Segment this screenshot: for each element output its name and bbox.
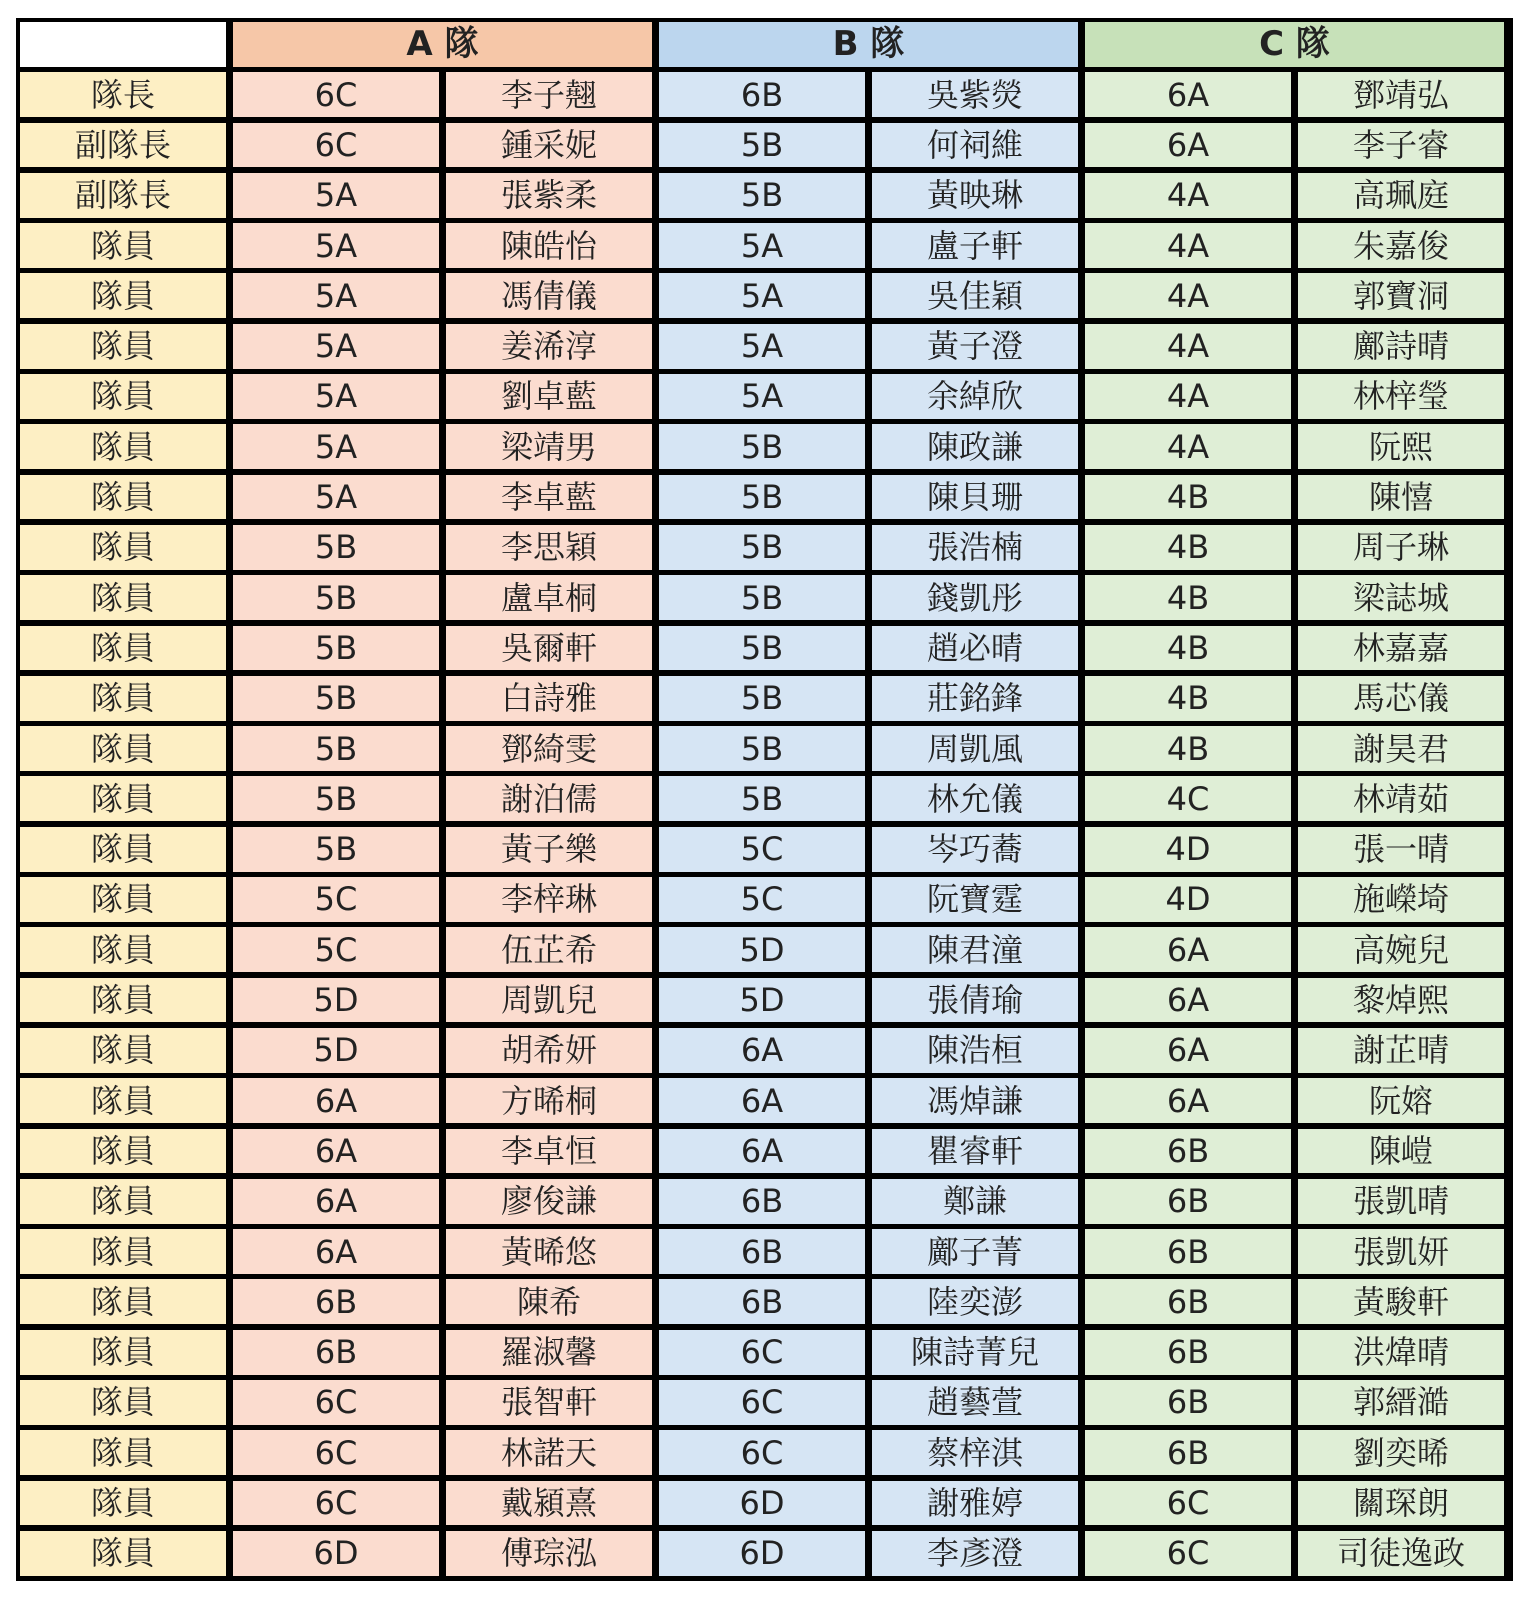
team-a-name-cell: 馮倩儀 (446, 273, 652, 318)
role-cell: 隊員 (20, 1229, 226, 1274)
team-c-class-cell: 4A (1085, 324, 1291, 369)
team-a-class-cell: 5A (233, 475, 439, 520)
team-b-class-cell: 5A (659, 324, 865, 369)
team-b-class-cell: 5C (659, 827, 865, 872)
team-a-class-cell: 5B (233, 827, 439, 872)
team-c-name-cell: 高婉兒 (1298, 927, 1504, 972)
team-c-name-cell: 林嘉嘉 (1298, 626, 1504, 671)
team-c-class-cell: 6B (1085, 1229, 1291, 1274)
team-a-class-cell: 5A (233, 324, 439, 369)
team-a-class-cell: 5B (233, 776, 439, 821)
team-b-class-cell: 5D (659, 927, 865, 972)
team-b-class-cell: 5B (659, 173, 865, 218)
team-b-class-cell: 6B (659, 72, 865, 117)
team-c-class-cell: 4A (1085, 223, 1291, 268)
role-cell: 隊員 (20, 1531, 226, 1576)
team-b-class-cell: 5B (659, 123, 865, 168)
team-c-name-cell: 鄧靖弘 (1298, 72, 1504, 117)
team-b-class-cell: 5B (659, 626, 865, 671)
team-c-class-cell: 6A (1085, 1078, 1291, 1123)
team-c-name-cell: 司徒逸政 (1298, 1531, 1504, 1576)
role-cell: 隊員 (20, 776, 226, 821)
role-cell: 隊員 (20, 223, 226, 268)
role-cell: 隊員 (20, 626, 226, 671)
team-a-name-cell: 劉卓藍 (446, 374, 652, 419)
team-b-name-cell: 陳詩菁兒 (872, 1330, 1078, 1375)
role-cell: 隊員 (20, 1279, 226, 1324)
team-c-class-cell: 6C (1085, 1531, 1291, 1576)
team-c-name-cell: 施嶸埼 (1298, 877, 1504, 922)
team-b-name-cell: 莊銘鋒 (872, 676, 1078, 721)
team-c-name-cell: 高珮庭 (1298, 173, 1504, 218)
role-cell: 隊員 (20, 978, 226, 1023)
team-c-name-cell: 李子睿 (1298, 123, 1504, 168)
team-b-class-cell: 6B (659, 1179, 865, 1224)
team-a-class-cell: 5B (233, 676, 439, 721)
team-a-name-cell: 傅琮泓 (446, 1531, 652, 1576)
team-c-class-cell: 6A (1085, 123, 1291, 168)
team-a-class-cell: 5D (233, 1028, 439, 1073)
team-c-name-cell: 梁誌城 (1298, 575, 1504, 620)
team-c-name-cell: 陳憘 (1298, 475, 1504, 520)
team-a-class-cell: 5B (233, 626, 439, 671)
team-c-class-cell: 4A (1085, 273, 1291, 318)
team-c-name-cell: 張一晴 (1298, 827, 1504, 872)
role-cell: 隊員 (20, 324, 226, 369)
team-c-name-cell: 謝芷晴 (1298, 1028, 1504, 1073)
team-b-name-cell: 黃子澄 (872, 324, 1078, 369)
team-a-class-cell: 6A (233, 1129, 439, 1174)
team-c-class-cell: 6C (1085, 1481, 1291, 1526)
team-b-name-cell: 鄺子菁 (872, 1229, 1078, 1274)
team-c-class-cell: 4D (1085, 877, 1291, 922)
team-b-class-cell: 5B (659, 525, 865, 570)
team-b-class-cell: 6A (659, 1028, 865, 1073)
team-a-name-cell: 胡希妍 (446, 1028, 652, 1073)
team-c-name-cell: 郭縉澔 (1298, 1380, 1504, 1425)
team-a-name-cell: 黃晞悠 (446, 1229, 652, 1274)
team-b-class-cell: 5B (659, 776, 865, 821)
team-c-name-cell: 謝昊君 (1298, 726, 1504, 771)
role-cell: 隊員 (20, 1330, 226, 1375)
team-a-class-cell: 5D (233, 978, 439, 1023)
team-a-name-cell: 謝泊儒 (446, 776, 652, 821)
team-c-name-cell: 朱嘉俊 (1298, 223, 1504, 268)
team-a-name-cell: 羅淑馨 (446, 1330, 652, 1375)
team-b-name-cell: 余綽欣 (872, 374, 1078, 419)
team-b-class-cell: 5B (659, 676, 865, 721)
team-c-header: C 隊 (1085, 22, 1504, 67)
team-a-name-cell: 李卓恒 (446, 1129, 652, 1174)
team-b-name-cell: 鄭謙 (872, 1179, 1078, 1224)
team-a-name-cell: 李梓琳 (446, 877, 652, 922)
team-b-name-cell: 阮寶霆 (872, 877, 1078, 922)
role-cell: 隊員 (20, 1028, 226, 1073)
team-a-name-cell: 林諾天 (446, 1430, 652, 1475)
team-a-name-cell: 李卓藍 (446, 475, 652, 520)
team-c-name-cell: 黎焯熙 (1298, 978, 1504, 1023)
role-cell: 隊員 (20, 525, 226, 570)
team-b-class-cell: 6D (659, 1531, 865, 1576)
team-b-name-cell: 岑巧蕎 (872, 827, 1078, 872)
team-c-class-cell: 4B (1085, 475, 1291, 520)
team-c-name-cell: 周子琳 (1298, 525, 1504, 570)
team-c-class-cell: 4A (1085, 374, 1291, 419)
team-b-class-cell: 5A (659, 374, 865, 419)
team-a-class-cell: 6B (233, 1330, 439, 1375)
team-c-name-cell: 洪煒晴 (1298, 1330, 1504, 1375)
role-cell: 隊員 (20, 273, 226, 318)
team-c-class-cell: 4B (1085, 525, 1291, 570)
team-a-class-cell: 5A (233, 424, 439, 469)
team-roster-table (16, 18, 1513, 1581)
team-b-class-cell: 6A (659, 1078, 865, 1123)
team-c-class-cell: 6B (1085, 1380, 1291, 1425)
team-a-class-cell: 5A (233, 374, 439, 419)
team-a-name-cell: 李思穎 (446, 525, 652, 570)
role-cell: 隊員 (20, 927, 226, 972)
team-b-name-cell: 錢凱彤 (872, 575, 1078, 620)
team-b-class-cell: 5A (659, 223, 865, 268)
team-b-class-cell: 6B (659, 1279, 865, 1324)
team-b-class-cell: 5B (659, 424, 865, 469)
role-cell: 隊員 (20, 575, 226, 620)
team-b-name-cell: 李彥澄 (872, 1531, 1078, 1576)
team-a-class-cell: 6C (233, 1380, 439, 1425)
team-c-class-cell: 6B (1085, 1129, 1291, 1174)
team-a-class-cell: 5B (233, 726, 439, 771)
team-b-header: B 隊 (659, 22, 1078, 67)
team-a-class-cell: 5B (233, 525, 439, 570)
team-c-class-cell: 4D (1085, 827, 1291, 872)
role-cell: 隊員 (20, 374, 226, 419)
role-cell: 隊員 (20, 424, 226, 469)
team-b-class-cell: 6C (659, 1380, 865, 1425)
team-b-class-cell: 5A (659, 273, 865, 318)
team-a-name-cell: 梁靖男 (446, 424, 652, 469)
team-c-name-cell: 阮熙 (1298, 424, 1504, 469)
team-c-class-cell: 4A (1085, 424, 1291, 469)
team-c-name-cell: 劉奕晞 (1298, 1430, 1504, 1475)
team-b-name-cell: 陸奕澎 (872, 1279, 1078, 1324)
team-b-class-cell: 5B (659, 475, 865, 520)
team-c-name-cell: 鄺詩晴 (1298, 324, 1504, 369)
team-b-name-cell: 林允儀 (872, 776, 1078, 821)
team-c-class-cell: 6B (1085, 1179, 1291, 1224)
team-a-name-cell: 周凱兒 (446, 978, 652, 1023)
team-a-header: A 隊 (233, 22, 652, 67)
team-c-class-cell: 4A (1085, 173, 1291, 218)
role-cell: 隊員 (20, 827, 226, 872)
team-a-name-cell: 李子翹 (446, 72, 652, 117)
team-b-class-cell: 6B (659, 1229, 865, 1274)
team-b-name-cell: 何祠維 (872, 123, 1078, 168)
role-cell: 隊員 (20, 475, 226, 520)
team-c-name-cell: 張凱晴 (1298, 1179, 1504, 1224)
team-c-class-cell: 6B (1085, 1430, 1291, 1475)
team-a-class-cell: 6B (233, 1279, 439, 1324)
team-a-name-cell: 白詩雅 (446, 676, 652, 721)
role-cell: 副隊長 (20, 123, 226, 168)
team-c-name-cell: 黃駿軒 (1298, 1279, 1504, 1324)
team-a-class-cell: 6C (233, 123, 439, 168)
team-c-class-cell: 6B (1085, 1330, 1291, 1375)
role-cell: 隊員 (20, 1481, 226, 1526)
team-a-name-cell: 張智軒 (446, 1380, 652, 1425)
team-b-name-cell: 陳浩桓 (872, 1028, 1078, 1073)
team-b-name-cell: 張浩楠 (872, 525, 1078, 570)
team-b-name-cell: 張倩瑜 (872, 978, 1078, 1023)
team-a-class-cell: 5B (233, 575, 439, 620)
team-a-class-cell: 6D (233, 1531, 439, 1576)
team-a-class-cell: 6A (233, 1179, 439, 1224)
role-cell: 隊員 (20, 1179, 226, 1224)
team-b-name-cell: 吳紫熒 (872, 72, 1078, 117)
role-cell: 隊員 (20, 1430, 226, 1475)
team-a-name-cell: 盧卓桐 (446, 575, 652, 620)
team-a-class-cell: 5A (233, 173, 439, 218)
team-a-name-cell: 鍾采妮 (446, 123, 652, 168)
team-a-name-cell: 姜浠淳 (446, 324, 652, 369)
team-b-name-cell: 趙必晴 (872, 626, 1078, 671)
team-a-class-cell: 6A (233, 1078, 439, 1123)
team-a-name-cell: 伍芷希 (446, 927, 652, 972)
team-c-name-cell: 張凱妍 (1298, 1229, 1504, 1274)
role-cell: 隊員 (20, 1078, 226, 1123)
role-cell: 副隊長 (20, 173, 226, 218)
corner-blank-cell (20, 22, 226, 67)
team-b-name-cell: 陳君潼 (872, 927, 1078, 972)
team-c-name-cell: 林靖茹 (1298, 776, 1504, 821)
team-c-class-cell: 4C (1085, 776, 1291, 821)
team-a-name-cell: 陳皓怡 (446, 223, 652, 268)
team-b-name-cell: 吳佳穎 (872, 273, 1078, 318)
team-a-name-cell: 廖俊謙 (446, 1179, 652, 1224)
team-a-name-cell: 戴潁熹 (446, 1481, 652, 1526)
team-c-class-cell: 4B (1085, 726, 1291, 771)
team-c-class-cell: 4B (1085, 626, 1291, 671)
team-c-name-cell: 林梓瑩 (1298, 374, 1504, 419)
role-cell: 隊員 (20, 1129, 226, 1174)
team-a-class-cell: 5C (233, 927, 439, 972)
team-a-class-cell: 6A (233, 1229, 439, 1274)
team-c-name-cell: 馬芯儀 (1298, 676, 1504, 721)
team-c-class-cell: 6B (1085, 1279, 1291, 1324)
team-c-class-cell: 6A (1085, 72, 1291, 117)
team-b-class-cell: 5C (659, 877, 865, 922)
team-c-class-cell: 4B (1085, 676, 1291, 721)
team-b-class-cell: 5D (659, 978, 865, 1023)
role-cell: 隊員 (20, 1380, 226, 1425)
team-a-name-cell: 鄧綺雯 (446, 726, 652, 771)
team-a-class-cell: 6C (233, 1430, 439, 1475)
team-a-name-cell: 吳爾軒 (446, 626, 652, 671)
team-a-name-cell: 方晞桐 (446, 1078, 652, 1123)
team-c-name-cell: 郭寶洞 (1298, 273, 1504, 318)
team-b-name-cell: 瞿睿軒 (872, 1129, 1078, 1174)
team-c-name-cell: 陳嵦 (1298, 1129, 1504, 1174)
team-b-class-cell: 5B (659, 575, 865, 620)
team-b-class-cell: 6C (659, 1430, 865, 1475)
team-a-class-cell: 6C (233, 1481, 439, 1526)
team-c-name-cell: 阮嫆 (1298, 1078, 1504, 1123)
team-b-name-cell: 蔡梓淇 (872, 1430, 1078, 1475)
team-b-class-cell: 5B (659, 726, 865, 771)
team-a-class-cell: 6C (233, 72, 439, 117)
team-b-class-cell: 6A (659, 1129, 865, 1174)
role-cell: 隊員 (20, 676, 226, 721)
team-c-class-cell: 6A (1085, 927, 1291, 972)
team-a-name-cell: 黃子樂 (446, 827, 652, 872)
team-b-name-cell: 謝雅婷 (872, 1481, 1078, 1526)
team-b-name-cell: 黃映琳 (872, 173, 1078, 218)
team-c-class-cell: 4B (1085, 575, 1291, 620)
team-b-name-cell: 盧子軒 (872, 223, 1078, 268)
team-a-class-cell: 5A (233, 273, 439, 318)
role-cell: 隊員 (20, 877, 226, 922)
team-a-class-cell: 5C (233, 877, 439, 922)
role-cell: 隊員 (20, 726, 226, 771)
team-a-name-cell: 張紫柔 (446, 173, 652, 218)
team-c-class-cell: 6A (1085, 978, 1291, 1023)
role-cell: 隊長 (20, 72, 226, 117)
team-b-name-cell: 陳政謙 (872, 424, 1078, 469)
team-a-name-cell: 陳希 (446, 1279, 652, 1324)
team-c-name-cell: 關琛朗 (1298, 1481, 1504, 1526)
team-a-class-cell: 5A (233, 223, 439, 268)
team-b-name-cell: 陳貝珊 (872, 475, 1078, 520)
team-b-name-cell: 周凱風 (872, 726, 1078, 771)
team-c-class-cell: 6A (1085, 1028, 1291, 1073)
team-b-name-cell: 馮焯謙 (872, 1078, 1078, 1123)
team-b-name-cell: 趙藝萱 (872, 1380, 1078, 1425)
team-b-class-cell: 6D (659, 1481, 865, 1526)
team-b-class-cell: 6C (659, 1330, 865, 1375)
